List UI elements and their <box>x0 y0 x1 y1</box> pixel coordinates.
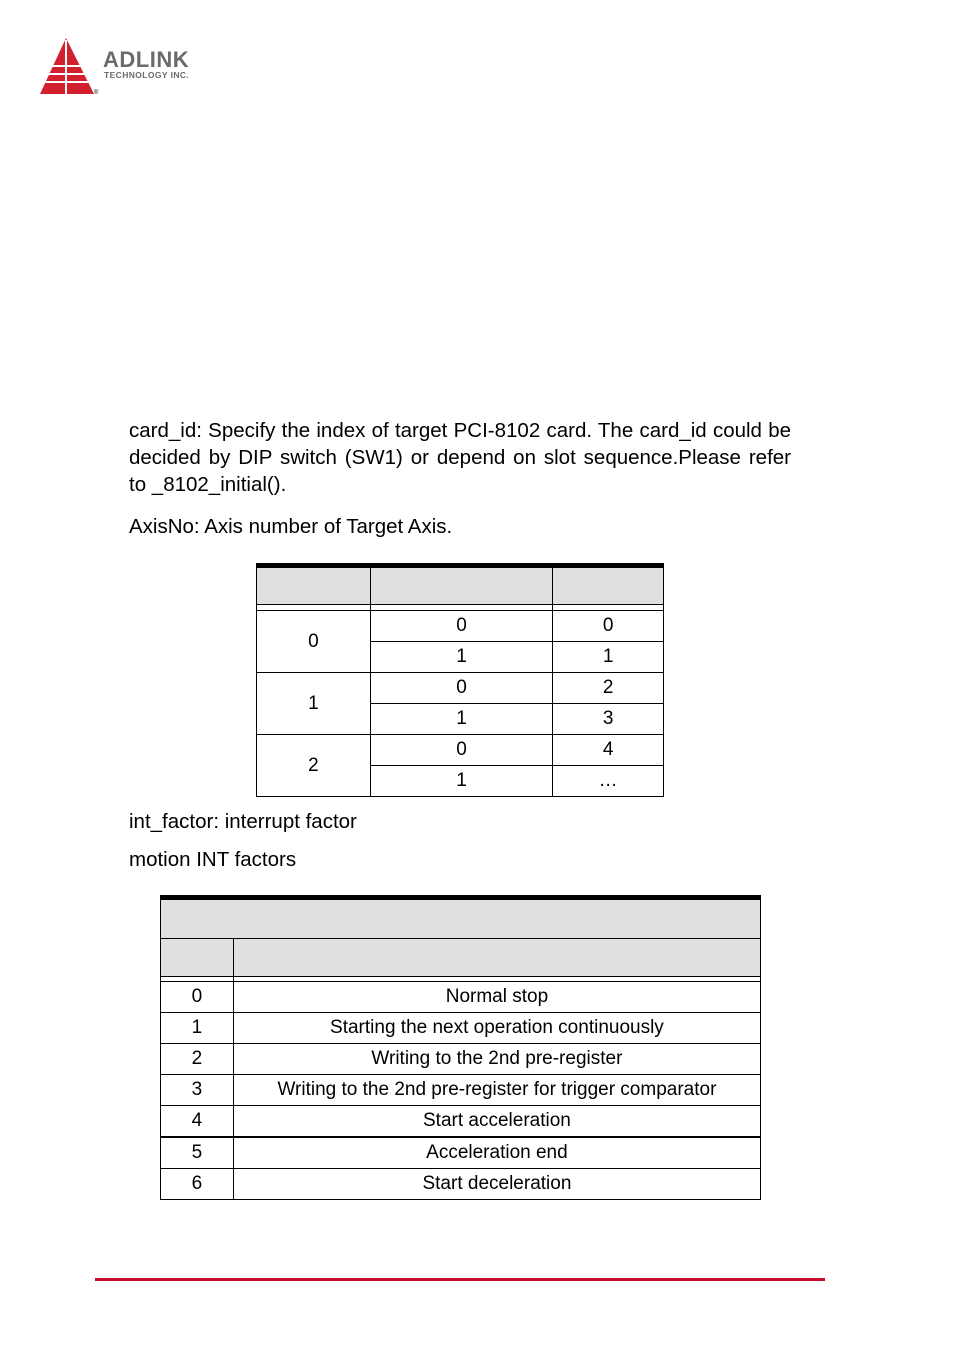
axis-cell: 0 <box>370 673 553 704</box>
axis-cell: 1 <box>370 704 553 735</box>
table-row <box>161 1013 761 1044</box>
card-cell: 0 <box>257 611 371 673</box>
description-cell: Starting the next operation continuously <box>233 1013 760 1044</box>
description-cell: Writing to the 2nd pre-register <box>233 1044 760 1075</box>
card-cell: 2 <box>257 735 371 797</box>
table-title-cell <box>161 898 761 939</box>
header-cell <box>553 566 664 605</box>
axisno-cell: 1 <box>553 642 664 673</box>
table-row <box>161 1075 761 1106</box>
table-row <box>161 1106 761 1138</box>
logo-tagline: TECHNOLOGY INC. <box>104 70 190 80</box>
axisno-cell: 4 <box>553 735 664 766</box>
axis-number-table <box>256 563 664 797</box>
axis-cell: 1 <box>370 766 553 797</box>
card-id-description: card_id: Specify the index of target PCI-8102 card. The card_id could be decided by DIP switch (SW1) or depend on slot sequence.Please refer to _8102_initial(). <box>129 419 791 496</box>
table-header-row <box>257 566 664 605</box>
header-cell <box>161 939 234 977</box>
table-row <box>161 1169 761 1200</box>
table-row <box>161 982 761 1013</box>
adlink-logo <box>38 36 238 98</box>
axisno-cell: 2 <box>553 673 664 704</box>
logo-wordmark: ADLINK <box>103 47 190 72</box>
axisno-cell: … <box>553 766 664 797</box>
table-row <box>257 611 664 642</box>
svg-text:®: ® <box>94 90 99 96</box>
header-cell <box>257 566 371 605</box>
bit-cell: 3 <box>161 1075 234 1106</box>
bit-cell: 6 <box>161 1169 234 1200</box>
bit-cell: 0 <box>161 982 234 1013</box>
triangle-logo-icon <box>38 36 100 98</box>
card-cell: 1 <box>257 673 371 735</box>
table-row <box>161 1137 761 1169</box>
motion-int-heading: motion INT factors <box>129 848 297 871</box>
bit-cell: 2 <box>161 1044 234 1075</box>
table-header-row <box>161 939 761 977</box>
int-factor-description: int_factor: interrupt factor <box>129 810 357 833</box>
motion-int-factors-table <box>160 895 761 1200</box>
axis-cell: 1 <box>370 642 553 673</box>
bit-cell: 1 <box>161 1013 234 1044</box>
description-cell: Start acceleration <box>233 1106 760 1138</box>
table-title-row <box>161 898 761 939</box>
description-cell: Writing to the 2nd pre-register for trigger comparator <box>233 1075 760 1106</box>
table-row <box>257 673 664 704</box>
description-cell: Acceleration end <box>233 1137 760 1169</box>
axisno-description: AxisNo: Axis number of Target Axis. <box>129 515 453 538</box>
footer-divider <box>95 1278 825 1281</box>
description-cell: Start deceleration <box>233 1169 760 1200</box>
header-cell <box>233 939 760 977</box>
bit-cell: 5 <box>161 1137 234 1169</box>
axis-cell: 0 <box>370 611 553 642</box>
table-row <box>257 735 664 766</box>
axisno-cell: 0 <box>553 611 664 642</box>
description-cell: Normal stop <box>233 982 760 1013</box>
bit-cell: 4 <box>161 1106 234 1138</box>
axis-cell: 0 <box>370 735 553 766</box>
header-cell <box>370 566 553 605</box>
table-row <box>161 1044 761 1075</box>
axisno-cell: 3 <box>553 704 664 735</box>
